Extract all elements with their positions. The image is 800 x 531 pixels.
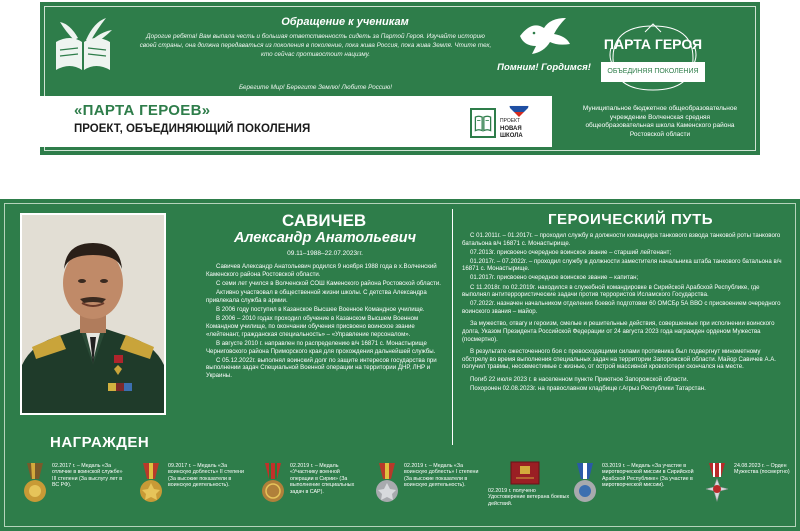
heroic-item: С 01.2011г. – 01.2017г. – проходил службу в должности командира танкового взвода танковой роты танкового батальона в/ч 16871 с. Монастырище.: [462, 232, 781, 247]
award-description: 09.2017 г. – Медаль «За воинскую доблесть» II степени (За высокие показатели в воинскую деятельность).: [168, 463, 244, 489]
hero-surname: САВИЧЕВ: [282, 211, 367, 230]
new-school-line2: НОВАЯ: [500, 125, 522, 132]
book-badge-icon: [470, 108, 496, 138]
column-divider: [452, 209, 453, 445]
order-of-courage-icon: [704, 461, 730, 507]
new-school-label: [500, 118, 550, 141]
award-item: [22, 461, 128, 521]
proud-word: Гордимся!: [541, 62, 591, 73]
award-description: 03.2019 г. – Медаль «За участие в миротворческой миссии в Сирийской Арабской Республике» (За участие в миротворческой миссии).: [602, 463, 694, 489]
heroic-item: 07.2013г. присвоено очередное воинское звание – старший лейтенант;: [470, 248, 672, 256]
heroic-item: В результате ожесточенного боя с превосходящими силами противника был подвергнут минометному обстрелу во время выполнения специальных задач на территории Запорожской области. Майор Савичев А.А. получил травмы, несовместимые с жизнью, от острой массивной кровопотери скончался на месте.: [462, 348, 776, 371]
soldier-portrait-image: [22, 215, 164, 413]
heroic-item: За мужество, отвагу и героизм, смелые и решительные действия, совершенные при исполнении воинского долга, Указом Президента Российской Федерации от 24 августа 2023 года награжден орденом Мужества (посмертно).: [462, 320, 775, 343]
project-panel: [40, 96, 552, 147]
appeal-title: Обращение к ученикам: [281, 16, 409, 28]
school-name: Муниципальное бюджетное общеобразовательное учреждение Волченская средняя общеобразовательная школа Каменского района Ростовской области: [582, 105, 738, 138]
award-item: [488, 461, 572, 521]
heroic-item: 01.2017г. – 07.2022г. – проходил службу в должности заместителя начальника штаба танкового батальона в/ч 16871 с. Монастырище.: [462, 257, 782, 273]
top-banner: [38, 0, 762, 157]
bio-paragraph: В 2006 году поступил в Казанское Высшее Военное Командное училище.: [216, 306, 425, 314]
emblem-ribbon: ОБЪЕДИНЯЯ ПОКОЛЕНИЯ: [601, 62, 705, 82]
heroic-item: С 11.2018г. по 02.2019г. находился в служебной командировке в Сирийской Арабской Республике, где выполнял антитеррористические задачи против террористов Исламского Государства.: [462, 283, 760, 299]
award-description: 02.2019 г. получено Удостоверение ветерана боевых действий.: [488, 488, 570, 507]
bio-paragraph: Савичев Александр Анатольевич родился 9 ноября 1988 года в х.Волченский Каменского района Ростовской области.: [206, 263, 437, 278]
remember-word: Помним!: [497, 62, 539, 73]
memorial-board: [0, 199, 800, 531]
medal-icon: [138, 461, 164, 507]
russian-flag-heart-icon: [508, 100, 530, 118]
emblem-frame-icon: [593, 22, 713, 94]
heroic-item: 07.2022г. назначен начальником отделения боевой подготовки 60 ОМСБр 5А ВВО с присвоением очередного воинского звания – майор.: [462, 300, 781, 315]
medal-icon: [22, 461, 48, 507]
dove-icon: [514, 16, 574, 58]
heroic-item: 01.2017г. присвоено очередное воинское звание – капитан;: [470, 274, 639, 282]
medal-icon: [374, 461, 400, 507]
award-item: [260, 461, 364, 521]
open-book-icon: [48, 12, 118, 82]
award-description: 02.2017 г. – Медаль «За отличие в воинской службе» III степени (За выслугу лет в ВС РФ).: [52, 463, 123, 489]
hero-desk-emblem: [593, 22, 713, 94]
veteran-certificate-icon: [510, 461, 540, 485]
bio-paragraph: С 05.12.2022г. выполнял воинский долг по защите интересов государства при выполнении задач Специальной Военной операции на территории ДНР, ЛНР и Украины.: [206, 356, 437, 380]
appeal-text: Дорогие ребята! Вам выпала честь и большая ответственность сидеть за Партой Героя. Изучайте историю своей страны, она должна передаваться из поколения в поколение, пока жива Россия, пока жива Земля. Чтите тех, кто сейчас противостоит нацизму.: [139, 33, 492, 58]
medal-icon: [572, 461, 598, 507]
award-item: [374, 461, 486, 521]
bio-paragraph: Активно участвовал в общественной жизни школы. С детства Александра привлекала служба в армии.: [206, 289, 427, 304]
heroic-path-text: [462, 232, 784, 394]
emblem-title: ПАРТА ГЕРОЯ: [603, 36, 703, 52]
awards-title: НАГРАЖДЕН: [50, 434, 150, 451]
new-school-line3: ШКОЛА: [500, 133, 523, 139]
hero-full-name: Александр Анатольевич: [233, 230, 417, 246]
bio-paragraph: В 2006 – 2010 годах проходил обучение в Казанском Высшем Военном Командном училище, по окончании обучения присвоено воинское звание «лейтенант, гражданская специальность» – «Управление персоналом».: [206, 315, 419, 338]
heroic-path-title: ГЕРОИЧЕСКИЙ ПУТЬ: [548, 211, 714, 228]
heroic-item: Погиб 22 июля 2023 г. в населенном пункте Приютное Запорожской области.: [470, 376, 689, 383]
award-item: [138, 461, 246, 521]
remember-proud-slogan: [488, 62, 600, 73]
award-description: 02.2019 г. – Медаль «За воинскую доблесть» I степени (За высокие показатели в воинскую деятельность).: [404, 463, 479, 489]
award-item: [704, 461, 794, 521]
medal-icon: [260, 461, 286, 507]
bio-paragraph: В августе 2010 г. направлен по распределению в/ч 16871 с. Монастырище Черниговского района Приморского края для прохождения дальнейшей службы.: [206, 339, 436, 355]
hero-portrait: [20, 213, 166, 415]
hero-life-dates: 09.11–1988–22.07.2023гг.: [287, 250, 363, 257]
hero-biography: [206, 263, 444, 381]
heroic-item: Похоронен 02.08.2023г. на православном кладбище г.Агрыз Республики Татарстан.: [470, 385, 706, 393]
new-school-line1: ПРОЕКТ: [500, 118, 521, 124]
project-subtitle: ПРОЕКТ, ОБЪЕДИНЯЮЩИЙ ПОКОЛЕНИЯ: [74, 123, 311, 135]
project-title: «ПАРТА ГЕРОЕВ»: [74, 102, 211, 119]
award-description: 24.08.2023 г. – Орден Мужества (посмертно): [734, 463, 790, 476]
award-item: [572, 461, 696, 521]
appeal-footer: Берегите Мир! Берегите Землю! Любите Россию!: [238, 84, 393, 91]
award-description: 02.2019 г. – Медаль «Участнику военной операции в Сирии» (За выполнение специальных задач в САР).: [290, 463, 355, 495]
bio-paragraph: С семи лет учился в Волченской СОШ Каменского района Ростовской области.: [216, 279, 441, 287]
